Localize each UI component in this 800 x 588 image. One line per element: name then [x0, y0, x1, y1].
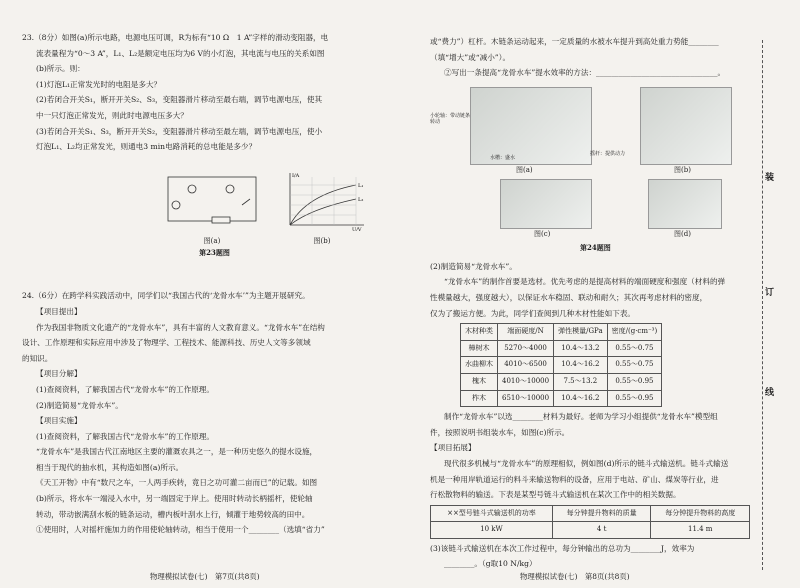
- table-row: [461, 340, 662, 357]
- cell: 5270～4000: [498, 340, 554, 357]
- r-line2: （填“增大”或“减小”）。: [430, 52, 511, 62]
- fig-c-image: [500, 179, 592, 229]
- cell: 10.4～16.2: [554, 357, 608, 374]
- cell: 4 t: [552, 522, 651, 539]
- cell: 柞木: [461, 390, 498, 407]
- fig-d-image: [648, 179, 722, 229]
- wood-table: [460, 323, 662, 407]
- make-1: (2)制造简易“龙骨水车”。: [430, 261, 517, 271]
- graph-xlabel: U/V: [352, 226, 362, 231]
- cell: 4010～6500: [498, 357, 554, 374]
- q23-fig-caption: 第23题图: [199, 248, 230, 258]
- label-gear: 小轮轴：带动链条转动: [430, 112, 471, 125]
- footer-right: 物理模拟试卷(七) 第8页(共8页): [520, 572, 630, 581]
- impl-5: (b)所示，将水车一端浸入水中，另一端固定于岸上。使用时转动长柄摇杆，使轮轴: [36, 494, 313, 504]
- circuit-diagram: [162, 169, 262, 231]
- sec-ext: 【项目拓展】: [430, 443, 476, 453]
- impl-3: 相当于现代的抽水机，其构造如图(a)所示。: [36, 462, 184, 472]
- fig-b-label: 图(b): [674, 165, 691, 174]
- conveyor-table-header: [431, 505, 750, 522]
- q24-fig-caption: 第24题图: [580, 242, 611, 252]
- cell: 7.5～13.2: [554, 373, 608, 390]
- iv-graph-figure: [276, 169, 368, 247]
- split-1: (1)查阅资料，了解我国古代“龙骨水车”的工作原理。: [36, 384, 214, 394]
- graph-ylabel: I/A: [292, 172, 300, 179]
- cell: 6510～10000: [498, 390, 554, 407]
- graph-l2: L₂: [358, 196, 364, 203]
- r-line3: ②写出一条提高“龙骨水车”提水效率的方法：________________________________。: [444, 68, 726, 78]
- fig-a-label: 图(a): [516, 165, 533, 174]
- wood-table-header: [461, 324, 662, 341]
- q3-line2: ________。（g取10 N/kg）: [444, 559, 537, 569]
- impl-1: (1)查阅资料，了解我国古代“龙骨水车”的工作原理。: [36, 431, 214, 441]
- th-mass: 每分钟提升物料的质量: [552, 505, 651, 522]
- conveyor-table: [430, 505, 750, 539]
- cell: 0.55～0.75: [607, 357, 662, 374]
- cell: 槐木: [461, 373, 498, 390]
- circuit-figure: [162, 169, 262, 247]
- left-page: [22, 30, 407, 538]
- cell: 11.4 m: [651, 522, 750, 539]
- fig-d-label: 图(d): [674, 229, 691, 238]
- ext-3: 行松散物料的输送。下表是某型号链斗式输送机在某次工作中的相关数据。: [430, 490, 681, 500]
- q23-header: 23.（8分）如图(a)所示电路，电源电压可调，R为标有“10 Ω 1 A”字样的滑动变阻器，电: [22, 33, 329, 42]
- right-page: [430, 34, 750, 572]
- intro-3: 的知识。: [22, 353, 53, 363]
- fig-b-image: [640, 87, 732, 165]
- table-row: [461, 390, 662, 407]
- make-2: “龙骨水车”的制作首要是选材。优先考虑的是提高材料的端面硬度和强度（材料的弹: [444, 277, 726, 287]
- iv-graph: [276, 169, 368, 231]
- cell: 水曲柳木: [461, 357, 498, 374]
- q23-sub2b: 中一只灯泡正常发光，则此时电源电压多大？: [36, 110, 188, 120]
- th-modulus: 弹性模量/GPa: [554, 324, 608, 341]
- binding-line: [762, 40, 771, 570]
- after-2: 件，按照说明书组装水车，如图(c)所示。: [430, 427, 570, 437]
- impl-2: “龙骨水车”是我国古代江南地区主要的灌溉农具之一，是一种历史悠久的提水设施，: [36, 447, 318, 457]
- impl-6: 转动，带动嵌满刮水板的链条运动，槽内板叶刮水上行，倾灌于地势较高的田中。: [36, 509, 310, 519]
- fig-a-image: [470, 87, 592, 165]
- split-2: (2)制造简易“龙骨水车”。: [36, 400, 123, 410]
- fig-b-caption: 图(b): [313, 237, 331, 246]
- intro-2: 设计、工作原理和实际应用中涉及了物理学、工程技术、能源科技、历史人文等多领域: [22, 338, 311, 348]
- footer-left: 物理模拟试卷(七) 第7页(共8页): [150, 572, 260, 581]
- q23-sub2a: (2)若闭合开关S₁，断开开关S₂、S₃，变阻器滑片移动至最右端，调节电源电压，使其: [36, 95, 323, 105]
- r-line1: 或“费力”）杠杆。木链条运动起来，一定质量的水被水车提升到高处重力势能________: [430, 37, 719, 46]
- gutter-zhuang: 装: [765, 170, 774, 183]
- cell: 10.4～13.2: [554, 340, 608, 357]
- q23-sub3b: 灯泡L₁、L₂均正常发光，则通电3 min电路消耗的总电能是多少？: [36, 142, 257, 152]
- label-crank: 摇杆：提供动力: [590, 150, 626, 157]
- cell: 10.4～16.2: [554, 390, 608, 407]
- th-hardness: 端面硬度/N: [498, 324, 554, 341]
- q24-header: 24.（6分）在跨学科实践活动中，同学们以“我国古代的‘龙骨水车’”为主题开展研究。: [22, 291, 310, 301]
- fig-c-label: 图(c): [534, 229, 551, 238]
- impl-7: ①使用时，人对摇杆施加力的作用使轮轴转动，相当于使用一个________（选填“省力”: [36, 525, 325, 535]
- sec-split: 【项目分解】: [36, 369, 82, 379]
- th-wood: 木材种类: [461, 324, 498, 341]
- make-4: 仅为了搬运方便。为此，同学们查阅到几种木材性能如下表。: [430, 308, 636, 318]
- cell: 樟树木: [461, 340, 498, 357]
- label-trough: 水槽：盛水: [490, 154, 516, 161]
- table-row: [431, 522, 750, 539]
- table-row: [461, 357, 662, 374]
- fig-a-caption: 图(a): [203, 237, 221, 246]
- make-3: 性模量越大，强度越大），以保证水车稳固、联动和耐久；其次再考虑材料的密度，: [430, 292, 708, 302]
- cell: 0.55～0.95: [607, 390, 662, 407]
- th-power: ××型号链斗式输送机的功率: [431, 505, 553, 522]
- impl-4: 《天工开物》中有“数尺之车，一人两手疾转，竟日之功可灌二亩而已”的记载。如图: [36, 478, 318, 488]
- sec-intro: 【项目提出】: [36, 306, 82, 316]
- gutter-ding: 订: [765, 285, 774, 298]
- table-row: [461, 373, 662, 390]
- intro-1: 作为我国非物质文化遗产的“龙骨水车”，具有丰富的人文教育意义。“龙骨水车”在结构: [36, 322, 325, 332]
- graph-l1: L₁: [358, 182, 364, 189]
- q23-line3: (b)所示。则：: [36, 64, 85, 74]
- q24-figures: [430, 83, 750, 253]
- cell: 10 kW: [431, 522, 553, 539]
- q23-figures: [162, 169, 407, 247]
- th-density: 密度/(g·cm⁻³): [607, 324, 662, 341]
- cell: 0.55～0.75: [607, 340, 662, 357]
- q3-line1: (3)该链斗式输送机在本次工作过程中，每分钟输出的总功为________J，效率为: [430, 543, 695, 553]
- cell: 4010～10000: [498, 373, 554, 390]
- ext-2: 机是一种用岸轨道运行的料斗来输送物料的设备，应用于电站、矿山、煤炭等行业，进: [430, 474, 719, 484]
- q23-sub1: (1)灯泡L₁正常发光时的电阻是多大？: [36, 79, 162, 89]
- q23-line2: 流表量程为“0～3 A”，L₁、L₂是额定电压均为6 V的小灯泡，其电流与电压的关系如图: [36, 48, 325, 58]
- q23-sub3a: (3)若闭合开关S₁、S₃，断开开关S₂，变阻器滑片移动至最左端，调节电源电压，使小: [36, 126, 323, 136]
- th-height: 每分钟提升物料的高度: [651, 505, 750, 522]
- cell: 0.55～0.95: [607, 373, 662, 390]
- sec-impl: 【项目实施】: [36, 416, 82, 426]
- after-1: 制作“龙骨水车”以选________材料为最好。老师为学习小组提供“龙骨水车”模型组: [444, 412, 718, 422]
- gutter-xian: 线: [765, 385, 774, 398]
- ext-1: 现代很多机械与“龙骨水车”的原理相似，例如图(d)所示的链斗式输送机。链斗式输送: [444, 458, 729, 468]
